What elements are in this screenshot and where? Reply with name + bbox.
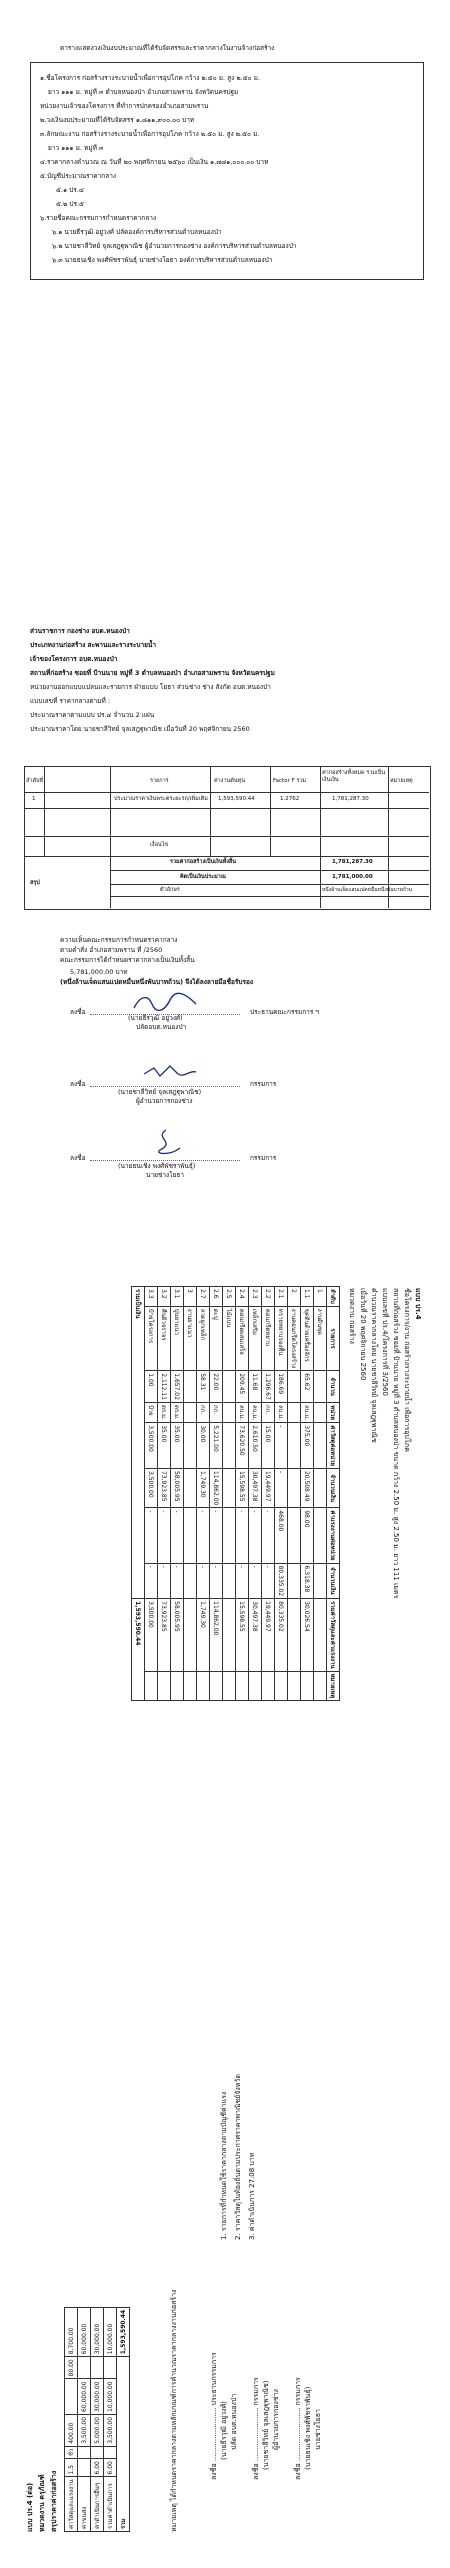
page2-header-line: ประมาณราคาโดย นายชาลีวิทย์ จุลเสฎฐุพาณิช เมื่อวันที่ 20 พฤศจิกายน 2560 [30,725,250,733]
cell-c: 80.00 [65,2357,78,2379]
cell-qty: 2,112.11 [158,1371,171,1403]
page4-line: หมายเหตุ ได้กำหนดราคากลางตามหลักเกณฑ์การคำนวณราคากลางงานก่อสร้าง [170,2289,178,2532]
page3-col-header: รายการ [327,1306,340,1370]
cell-unit [78,2446,91,2458]
table-row [236,1287,249,1701]
cell-no: 2.4 [236,1287,249,1307]
col-header-note: หมายเหตุ [390,778,413,784]
cell-note [314,1671,327,1701]
cell-mat: 73,620.50 [236,1423,249,1469]
cell-item: ค่าดำเนินการอื่นๆ [91,2477,104,2532]
cell-lab: - [158,1508,171,1563]
page1-line: ๕.๑ ปร.๔ [56,186,84,194]
cell-qty [223,1371,236,1403]
page1-line: หน่วยงานเจ้าของโครงการ ที่ทำการปกครองอำเภอสามพราน [40,102,209,110]
cell-mat_amt [223,1468,236,1507]
page1-line: ๖.๓ นายธนเชิง พงศ์พัชราพันธุ์ นายช่างโยธา องค์การบริหารส่วนตำบลหนองป่า [52,256,273,264]
cell-b: 30,000.00 [91,2379,104,2415]
page4-total-value: 1,593,590.44 [117,2307,130,2356]
cell-lab: 468.00 [275,1508,288,1563]
cell-unit: ตร.ม. [171,1402,184,1422]
cell-qty: 1.5 [65,2459,78,2477]
cell-sum: 19,449.97 [262,1599,275,1671]
page2-header-line: เจ้าของโครงการ อบต.หนองป่า [30,655,118,663]
cell-unit [288,1402,301,1422]
cell-no: 3 [184,1287,197,1307]
page1-line: ยาว ๑๑๑ ม. หมู่ที่ ๓ ตำบลหนองป่า อำเภอสามพราน จังหวัดนครปฐม [48,88,239,96]
cell-sum [288,1599,301,1671]
cell-item: ทรายหยาบรองพื้น [275,1306,288,1370]
page4-summary-table [64,2307,130,2532]
cell-mat [223,1423,236,1469]
sig2-role: ผู้อำนวยการกองช่าง [136,1097,193,1105]
cell-d: 60,000.00 [78,2307,91,2356]
cell-mat_amt: 19,449.97 [262,1468,275,1507]
table-row [104,2307,117,2531]
cell-qty [78,2459,91,2477]
page4-line: ลงชื่อ ........................ ประธานกรรมการ [210,2352,218,2480]
cell-no: 2 [288,1287,301,1307]
cell-b: 10,000.00 [104,2379,117,2415]
cell-qty: 11.68 [249,1371,262,1403]
table-row [65,2307,78,2531]
cell-lab_amt: - [197,1563,210,1599]
page3-col-header: ค่าวัสดุต่อหน่วย [327,1423,340,1469]
page2-header-line: แบบเลขที่ ราคากลางตามที่ : [30,697,111,705]
cell-mat_amt: 1,749.30 [197,1468,210,1507]
cell-no: 3.1 [171,1287,184,1307]
table-row [262,1287,275,1701]
cell-mat_amt [288,1468,301,1507]
table-row [197,1287,210,1701]
cell-b [65,2379,78,2415]
cell-lab_amt [288,1563,301,1599]
col-header-cost: ค่างานต้นทุน [214,778,246,784]
table-row [158,1287,171,1701]
cell-item: ไม้แบบ [223,1306,236,1370]
cell-item: ตะปู [210,1306,223,1370]
cell-a: 3,500.00 [78,2414,91,2446]
page4-line: หมวดงาน ครุภัณฑ์ [38,2474,46,2532]
page1-line: ๖.๒ นายชาลีวิทย์ จุลเสฎฐุพาณิช ผู้อำนวยการกองช่าง องค์การบริหารส่วนตำบลหนองป่า [52,242,297,250]
sig1-role2: ประธานคณะกรรมการ ฯ [250,1008,320,1016]
cell-no: 1.1 [301,1287,314,1307]
page1-line: ๖.รายชื่อคณะกรรมการกำหนดราคากลาง [40,214,157,222]
cell-unit [104,2446,117,2458]
table-row [314,1287,327,1701]
page4-line: 3. ค่าดำเนินการ 27.08 บาท [248,2152,256,2240]
page3-line: แบบ ปร.4 [414,1288,422,1320]
cell-no: 2.6 [210,1287,223,1307]
page2-note-line: ความเห็นคณะกรรมการกำหนดราคากลาง [60,936,178,944]
cell-unit: ลบ.ม. [301,1402,314,1422]
cell-no: 3.3 [145,1287,158,1307]
sig3-role: นายช่างโยธา [146,1171,185,1179]
page3-total-label: รวมเป็นเงิน [132,1287,145,1599]
cell-a: 400.00 [65,2414,78,2446]
table-row [171,1287,184,1701]
page2-note-line: คณะกรรมการได้กำหนดราคากลางเป็นเงินทั้งสิ้น [60,956,195,964]
cell-qty: 1,296.67 [262,1371,275,1403]
cell-lab: - [171,1508,184,1563]
cell-unit: ชั่ว [65,2446,78,2458]
cell-qty: 186.69 [275,1371,288,1403]
page1-line: ๕.๒ ปร.๕ [56,200,84,208]
cell-unit: กก. [210,1402,223,1422]
cell-sum: 30,026.54 [301,1599,314,1671]
cell-note [223,1671,236,1701]
cell-lab_amt [184,1563,197,1599]
cell-mat_amt: - [275,1468,288,1507]
cell-mat_amt: 15,598.55 [236,1468,249,1507]
cell-d: 8,700.00 [65,2307,78,2356]
cell-sum: 114,862.00 [210,1599,223,1671]
cell-item: คืนผิวจราจร [158,1306,171,1370]
summary-side: สรุป [30,880,40,886]
cell-mat_amt [314,1468,327,1507]
page4-total-label: รวม [117,2357,130,2532]
page4-line: แบบ ปร.4 (ต่อ) [26,2482,34,2532]
cell-mat: 35.00 [171,1423,184,1469]
page4-line: 1. รายการที่กำหนดใช้ราคากลางตามบัญชีค่าแรง [220,2091,228,2240]
cell-mat: 15.00 [262,1423,275,1469]
cell-lab: - [236,1508,249,1563]
cell-no: 1 [314,1287,327,1307]
summary-label-1: คิดเป็นเงินประมาณ [180,874,226,880]
cell-lab_amt [223,1563,236,1599]
cell-qty: 6.00 [91,2459,104,2477]
page4-line: ลงชื่อ ........................ กรรมการ [294,2377,302,2480]
page3-line: เมื่อวันที่ 20 พฤศจิกายน 2560 [359,1288,367,1381]
row-item: ประมาณราคาเงินพระตระผะรถ/เพิ่มเติม [114,796,208,802]
cell-sum [184,1599,197,1671]
cell-note [184,1671,197,1701]
cell-item: งานดินขุด [314,1306,327,1370]
cell-lab_amt: - [145,1563,158,1599]
page1-line: ๓.ลักษณะงาน ก่อสร้างรางระบายน้ำเพื่อการอุปโภค กว้าง ๒.๕๐ ม. สูง ๒.๕๐ ม. [40,130,260,138]
cell-item: ปูนยาแนว [171,1306,184,1370]
cell-unit: ลบ.ม. [249,1402,262,1422]
cell-unit: กก. [197,1402,210,1422]
table-row [288,1287,301,1701]
cell-mat: 375.00 [301,1423,314,1469]
cell-note [301,1671,314,1701]
page4-line: ผู้อำนวยการกองช่าง [272,2389,280,2450]
cell-mat: 2,610.50 [249,1423,262,1469]
page3-line: แบบเลขที่ ปร.4/โครงการที่ 3/2560 [381,1288,389,1396]
cell-mat [288,1423,301,1469]
signature-3 [146,1128,186,1158]
cell-sum: 1,749.30 [197,1599,210,1671]
cell-unit: ลบ.ม. [236,1402,249,1422]
cell-lab: - [145,1508,158,1563]
page-4-rotated [20,1940,430,2540]
cell-lab_amt [314,1563,327,1599]
page3-line: สถานที่ก่อสร้าง ซอยที่ ป้านนาย หมู่ที่ 3 ตำบลหนองป่า ขนาด กว้าง 2.50 ม. สูง 2.50 ม. ยาว 111 เมตร [392,1288,400,1599]
page4-line: นายช่างโยธา [314,2409,322,2450]
cell-item: งานยาแนว [184,1306,197,1370]
sig1-label: ลงชื่อ [70,1008,86,1016]
sig3-role2: กรรมการ [250,1154,277,1162]
cell-lab_amt: - [236,1563,249,1599]
cell-lab [314,1508,327,1563]
page3-col-header: จำนวน [327,1371,340,1403]
table-row [210,1287,223,1701]
cell-lab_amt: 80,335.02 [275,1563,288,1599]
cell-lab_amt: - [171,1563,184,1599]
cell-lab_amt: - [262,1563,275,1599]
page-3-container [0,1260,450,1900]
page2-header-line: ประเภทงานก่อสร้าง สะพานและรางระบายน้ำ [30,641,157,649]
page2-header-line: ประมาณราคาตามแบบ ปร.๔ จำนวน 2 แผ่น [30,711,155,719]
cell-sum: 3,500.00 [145,1599,158,1671]
cell-lab [288,1508,301,1563]
sig1-role: ปลัดอบต.หนองป่า [136,1023,187,1031]
cell-b: 60,000.00 [78,2379,91,2415]
cell-mat_amt: 114,862.00 [210,1468,223,1507]
cell-mat_amt: 58,005.95 [171,1468,184,1507]
page4-line: 2. ราคาวัสดุในท้องถิ่นตามประกาศราคาพาณิชย์จังหวัด [234,2074,242,2240]
cell-sum [314,1599,327,1671]
page3-col-header: จำนวนเงิน [327,1563,340,1599]
page1-line: ๖.๑ นายธีรวุฒิ อยู่วงศ์ ปลัดองค์การบริหารส่วนตำบลหนองป่า [52,228,222,236]
cell-lab: 98.00 [301,1508,314,1563]
sig2-role2: กรรมการ [250,1080,277,1088]
page2-note-line: 5,781,000.00 บาท [70,968,128,976]
sig2-name: (นายชาลีวิทย์ จุลเสฎฐุพาณิช) [118,1088,202,1096]
cell-note [288,1671,301,1701]
cell-sum: 73,923.85 [158,1599,171,1671]
cell-note [145,1671,158,1701]
cell-sum: 58,005.95 [171,1599,184,1671]
page3-col-header: ลำดับ [327,1287,340,1307]
page1-line: ยาว ๑๑๑ ม. หมู่ที่ ๓ [48,144,104,152]
cell-no: 2.5 [223,1287,236,1307]
row-factor: 1.2762 [280,796,300,802]
cell-unit: ลบ.ม. [275,1402,288,1422]
page3-col-header: จำนวนเงิน [327,1468,340,1507]
cell-sum: 80,335.02 [275,1599,288,1671]
sig3-name: (นายธนเชิง พงศ์พัชราพันธุ์) [118,1162,196,1170]
page4-line: ลงชื่อ ........................ กรรมการ [252,2377,260,2480]
cell-qty: 6.00 [104,2459,117,2477]
cell-no: 3.2 [158,1287,171,1307]
table-row [145,1287,158,1701]
col-header-total: ค่าก่อสร้างทั้งหมด รวมเป็นเงินเงิน [322,770,386,783]
page1-line: ๕.บัญชีประมาณราคากลาง [40,172,117,180]
cell-mat [314,1423,327,1469]
cell-lab [184,1508,197,1563]
cell-mat_amt: 3,500.00 [145,1468,158,1507]
summary-label-0: รวมค่าก่อสร้างเป็นเงินทั้งสิ้น [170,859,237,865]
page4-line: (นายธีรวุฒิ อยู่วงศ์) [220,2401,228,2460]
row-cost: 1,593,590.44 [218,796,255,802]
page3-col-header: หน่วย [327,1402,340,1422]
sig3-label: ลงชื่อ [70,1154,86,1162]
cell-mat_amt: 20,508.49 [301,1468,314,1507]
cell-unit: ตร.ม. [158,1402,171,1422]
cell-item: ลวดผูกเหล็ก [197,1306,210,1370]
cell-c [78,2357,91,2379]
cell-qty: 65.62 [301,1371,314,1403]
cell-mat: 5,221.00 [210,1423,223,1469]
cell-mat: 35.00 [158,1423,171,1469]
row-no: 1 [32,796,36,802]
cell-lab [223,1508,236,1563]
page3-line: หมวดงาน ก่อสร้าง [348,1288,356,1344]
signature-1 [130,992,200,1014]
cell-unit: ป้าย [145,1402,158,1422]
cell-item: คอนกรีตหยาบ [262,1306,275,1370]
cell-note [171,1671,184,1701]
cell-item: ขุดดินด้วยเครื่องจักร [301,1306,314,1370]
table-row [184,1287,197,1701]
cell-item: รวมค่าดำเนินการ [104,2477,117,2532]
cell-lab: - [197,1508,210,1563]
cell-note [197,1671,210,1701]
cell-sum: 30,497.38 [249,1599,262,1671]
col-header-factor: Factor F รวม [273,778,307,784]
page3-col-header: รวมค่าวัสดุและค่าแรงงาน [327,1599,340,1671]
page3-line: คำนวณราคากลางโดย นายชาลีวิทย์ จุลเสฎฐุพาณิช [370,1288,378,1443]
page2-note-line: ตามคำสั่ง อำเภอสามพราน ที่ /2560 [60,946,163,954]
page2-header-line: สถานที่ก่อสร้าง ซอยที่ ป้านนาย หมู่ที่ 3 ตำบลหนองป่า อำเภอสามพราน จังหวัดนครปฐม [30,669,275,677]
cell-mat_amt: 73,923.85 [158,1468,171,1507]
cell-unit [223,1402,236,1422]
cell-unit [314,1402,327,1422]
page2-header-line: ส่วนราชการ กองช่าง อบต.หนองป่า [30,627,130,635]
cell-d: 10,000.00 [104,2307,117,2356]
page-4-container [0,1900,450,2568]
cell-qty: 209.45 [236,1371,249,1403]
page1-line: ๔.ราคากลางคำนวณ ณ วันที่ ๒๐ พฤศจิกายน ๒๕๖๐ เป็นเงิน ๑,๗๘๑,๐๐๐.๐๐ บาท [40,158,269,166]
cell-no: 2.3 [249,1287,262,1307]
cell-lab_amt: - [249,1563,262,1599]
cell-qty: 1,657.02 [171,1371,184,1403]
page-3-rotated [28,1280,428,1880]
table-row [249,1287,262,1701]
cell-lab: - [210,1508,223,1563]
cell-mat [184,1423,197,1469]
summary-value-1: 1,781,000.00 [332,874,373,880]
page1-line: ๑.ชื่อโครงการ ก่อสร้างรางระบายน้ำเพื่อการอุปโภค กว้าง ๒.๕๐ ม. สูง ๒.๕๐ ม. [40,74,261,82]
page3-col-header: หมายเหตุ [327,1671,340,1701]
cell-qty: 58.31 [197,1371,210,1403]
cell-mat: - [275,1423,288,1469]
table-row [91,2307,104,2531]
summary-value-0: 1,781,287.30 [332,859,373,865]
col-header-no: ลำดับที่ [26,778,44,784]
cell-note [249,1671,262,1701]
cell-qty: 22.00 [210,1371,223,1403]
subtitle-row: เงื่อนไข [150,842,169,848]
cell-sum: 15,598.55 [236,1599,249,1671]
cell-item: งานคอนกรีตโครงสร้าง [288,1306,301,1370]
page1-line: ๒.วงเงินงบประมาณที่ได้รับจัดสรร ๑,๘๑๑,๙๐๐.๐๐ บาท [40,116,195,124]
cell-item: คอนกรีตผสมเสร็จ [236,1306,249,1370]
cell-c [91,2357,104,2379]
cell-no: 2.7 [197,1287,210,1307]
cell-mat: 30.00 [197,1423,210,1469]
cell-lab_amt: 6,318.38 [301,1563,314,1599]
page3-line: ชื่อโครงการ/งาน ก่อสร้างรางระบายน้ำ เพื่อการอุปโภค [403,1288,411,1452]
page4-line: ปลัด อบต.หนองป่า [230,2393,238,2450]
cell-mat_amt [184,1468,197,1507]
cell-lab_amt: - [158,1563,171,1599]
cell-lab: - [249,1508,262,1563]
page3-total-value: 1,593,590.44 [132,1599,145,1701]
page4-line: (นายชาลีวิทย์ จุลเสฎฐุพาณิช) [262,2380,270,2470]
cell-item: ค่าวัสดุและแรงงาน [65,2477,78,2532]
page4-line: (นายธนเชิง พงศ์พัชราพันธุ์) [304,2386,312,2470]
cell-note [210,1671,223,1701]
cell-mat_amt: 30,497.38 [249,1468,262,1507]
cell-note [158,1671,171,1701]
page-1 [0,0,450,400]
sig1-name: (นายธีรวุฒิ อยู่วงศ์) [128,1014,183,1022]
page-2 [0,400,450,1260]
signature-2 [140,1062,200,1082]
cell-mat: 3,500.00 [145,1423,158,1469]
page3-estimate-table [131,1286,340,1701]
cell-unit [184,1402,197,1422]
cell-lab: - [262,1508,275,1563]
cell-qty [184,1371,197,1403]
cell-note [236,1671,249,1701]
row-total: 1,781,287.30 [332,796,369,802]
cell-note [262,1671,275,1701]
cell-unit: กก. [262,1402,275,1422]
page3-col-header: ค่าแรงงานต่อหน่วย [327,1508,340,1563]
cell-d: 30,000.00 [91,2307,104,2356]
cell-item: ป้ายโครงการ [145,1306,158,1370]
summary-value-2: หนึ่งล้านเจ็ดแสนแปดหมื่นหนึ่งพันบาทถ้วน [322,887,413,893]
cell-a: 5,000.00 [91,2414,104,2446]
page2-header-line: หน่วยงานออกแบบแปลนและรายการ ฝ่ายแบบ โยธา ส่วนช่าง ช่าง สังกัด อบต.หนองป่า [30,683,271,691]
table-row [78,2307,91,2531]
cell-no: 2.1 [275,1287,288,1307]
table-row [223,1287,236,1701]
sig2-label: ลงชื่อ [70,1080,86,1088]
page4-line: สรุปราคาค่าก่อสร้าง [50,2470,58,2532]
cell-sum [223,1599,236,1671]
table-row [275,1287,288,1701]
cell-note [275,1671,288,1701]
cell-qty [288,1371,301,1403]
table-row [301,1287,314,1701]
cell-no: 2.2 [262,1287,275,1307]
cell-c [104,2357,117,2379]
cell-qty [314,1371,327,1403]
cell-lab_amt: - [210,1563,223,1599]
cell-unit [91,2446,104,2458]
cell-item: ค่าขนส่ง [78,2477,91,2532]
cell-a: 3,500.00 [104,2414,117,2446]
cell-qty: 1.00 [145,1371,158,1403]
cell-item: เหล็กเสริม [249,1306,262,1370]
page2-note-line: (หนึ่งล้านเจ็ดแสนแปดหมื่นหนึ่งพันบาทถ้วน) จึงได้ลงลายมือชื่อรับรอง [60,978,254,986]
col-header-item: รายการ [150,778,169,784]
summary-label-2: ตัวอักษร [160,887,180,893]
page1-title: ตารางแสดงวงเงินงบประมาณที่ได้รับจัดสรรและราคากลางในงานจ้างก่อสร้าง [60,44,275,52]
